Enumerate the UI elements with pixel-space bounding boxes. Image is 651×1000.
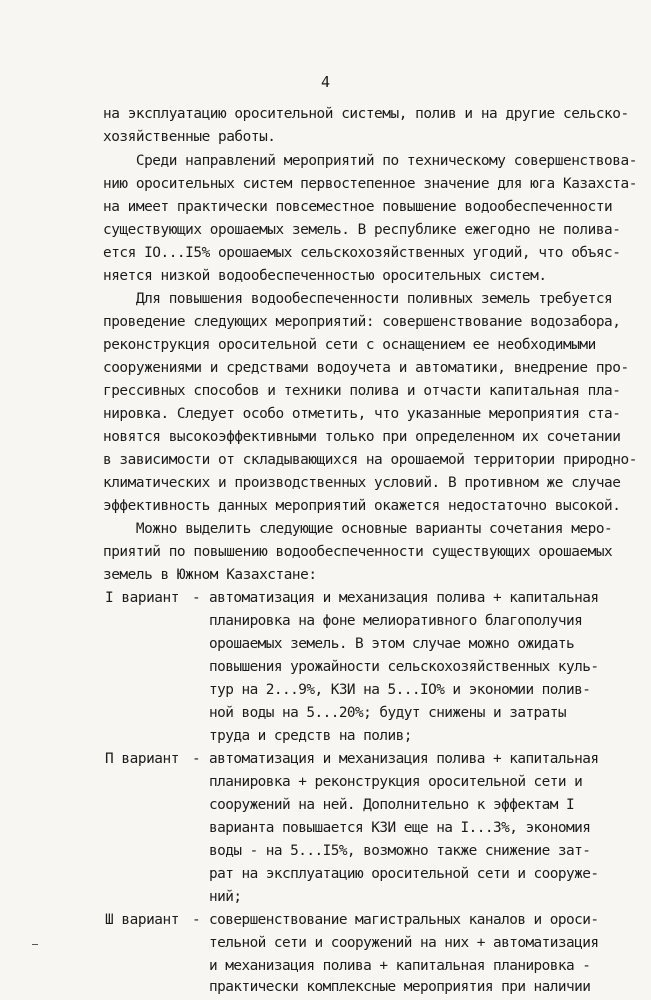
variant-text-line: рат на эксплуатацию оросительной сети и сооруже-: [209, 866, 599, 882]
margin-mark: [32, 944, 38, 945]
variant-text-line: сооружений на ней. Дополнительно к эффектам I: [209, 797, 575, 813]
variant-text-line: и механизация полива + капитальная планировка -: [209, 958, 591, 974]
text-line: нировка. Следует особо отметить, что указанные мероприятия ста-: [103, 406, 621, 422]
variant-text-line: орошаемых земель. В этом случае можно ожидать: [209, 636, 575, 652]
text-line: эффективность данных мероприятий окажется недостаточно высокой.: [103, 498, 621, 514]
text-line: сооружениями и средствами водоучета и автоматики, внедрение про-: [103, 360, 629, 376]
variant-dash: -: [192, 590, 201, 606]
text-line: приятий по повышению водообеспеченности существующих орошаемых: [103, 544, 613, 560]
text-line: Среди направлений мероприятий по техническому совершенствова-: [103, 153, 637, 169]
text-line: проведение следующих мероприятий: совершенствование водозабора,: [103, 314, 621, 330]
variant-text-line: ной воды на 5...20%; будут снижены и затраты: [209, 705, 567, 721]
text-line: Можно выделить следующие основные варианты сочетания меро-: [103, 521, 613, 537]
text-line: на эксплуатацию оросительной системы, полив и на другие сельско-: [103, 106, 629, 122]
text-line: в зависимости от складывающихся на орошаемой территории природно-: [103, 452, 637, 468]
text-line: климатических и производственных условий. В противном же случае: [103, 475, 621, 491]
variant-text-line: воды - на 5...I5%, возможно также снижение зат-: [209, 843, 591, 859]
text-line: земель в Южном Казахстане:: [103, 567, 317, 583]
text-line: реконструкция оросительной сети с оснащением ее необходимыми: [103, 337, 596, 353]
text-line: хозяйственные работы.: [103, 129, 276, 145]
variant-label: I вариант: [105, 590, 179, 606]
text-line: грессивных способов и техники полива и отчасти капитальная пла-: [103, 383, 621, 399]
variant-text-line: ний;: [209, 889, 242, 905]
text-line: новятся высокоэффективными только при определенном их сочетании: [103, 429, 621, 445]
variant-text-line: автоматизация и механизация полива + капитальная: [209, 751, 599, 767]
text-line: нию оросительных систем первостепенное значение для юга Казахста-: [103, 176, 637, 192]
variant-text-line: варианта повышается КЗИ еще на I...3%, экономия: [209, 820, 591, 836]
variant-label: П вариант: [105, 751, 179, 767]
text-line: Для повышения водообеспеченности поливных земель требуется: [103, 291, 613, 307]
text-line: няется низкой водообеспеченностью оросительных систем.: [103, 268, 547, 284]
variant-text-line: планировка на фоне мелиоративного благополучия: [209, 613, 583, 629]
variant-text-line: тельной сети и сооружений на них + автоматизация: [209, 935, 599, 951]
text-line: ется IO...I5% орошаемых сельскохозяйственных угодий, что объяс-: [103, 245, 621, 261]
variant-text-line: практически комплексные мероприятия при наличии: [209, 979, 591, 995]
text-line: существующих орошаемых земель. В республике ежегодно не полива-: [103, 222, 621, 238]
variant-dash: -: [192, 912, 201, 928]
variant-text-line: тур на 2...9%, КЗИ на 5...IO% и экономии полив-: [209, 682, 591, 698]
page-number: 4: [320, 73, 331, 91]
variant-dash: -: [192, 751, 201, 767]
variant-text-line: автоматизация и механизация полива + капитальная: [209, 590, 599, 606]
variant-text-line: повышения урожайности сельскохозяйственных куль-: [209, 659, 599, 675]
variant-text-line: совершенствование магистральных каналов и ороси-: [209, 912, 599, 928]
variant-label: Ш вариант: [105, 912, 179, 928]
variant-text-line: труда и средств на полив;: [209, 728, 412, 744]
variant-text-line: планировка + реконструкция оросительной сети и: [209, 774, 583, 790]
text-line: на имеет практически повсеместное повышение водообеспеченности: [103, 199, 613, 215]
